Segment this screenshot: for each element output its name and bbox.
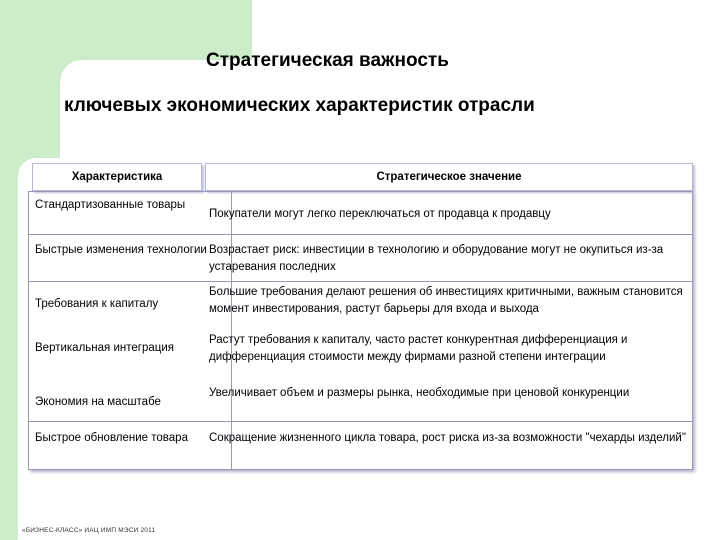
table-row-divider [29,234,692,235]
table-row-3-characteristic: Требования к капиталу [35,298,159,310]
table-row-1-meaning: Покупатели могут легко переключаться от продавца к продавцу [209,208,551,220]
table-row-divider [29,421,692,422]
table-row-5-meaning: Увеличивает объем и размеры рынка, необходимые при ценовой конкуренции [209,387,630,399]
table-header-strategic-meaning: Стратегическое значение [205,163,693,191]
table-row-2-characteristic: Быстрые изменения технологии [35,244,207,256]
table-row-5-characteristic: Экономия на масштабе [35,396,161,408]
slide-title-line-2: ключевых экономических характеристик отрасли [64,95,535,116]
table-header-characteristic: Характеристика [32,163,202,191]
table-row-1-characteristic: Стандартизованные товары [35,199,186,211]
table-row-2-meaning: Возрастает риск: инвестиции в технологию и оборудование могут не окупиться из-за устаревания последних [209,244,664,273]
table-row-6-meaning: Сокращение жизненного цикла товара, рост риска из-за возможности "чехарды изделий" [209,432,686,444]
footer-copyright: «БИЗНЕС-КЛАСС» ИАЦ ИМП МЭСИ 2011 [22,527,156,534]
characteristics-table [28,191,693,470]
table-row-4-characteristic: Вертикальная интеграция [35,342,174,354]
table-row-divider [29,281,692,282]
table-row-6-characteristic: Быстрое обновление товара [35,432,188,444]
table-row-3-meaning: Большие требования делают решения об инвестициях критичными, важным становится момент инвестирования, растут барьеры для входа и выхода [209,286,683,315]
slide-title-line-1: Стратегическая важность [206,50,449,71]
table-row-4-meaning: Растут требования к капиталу, часто растет конкурентная дифференциация и дифференциация стоимости между фирмами разной степени интеграции [209,334,628,363]
